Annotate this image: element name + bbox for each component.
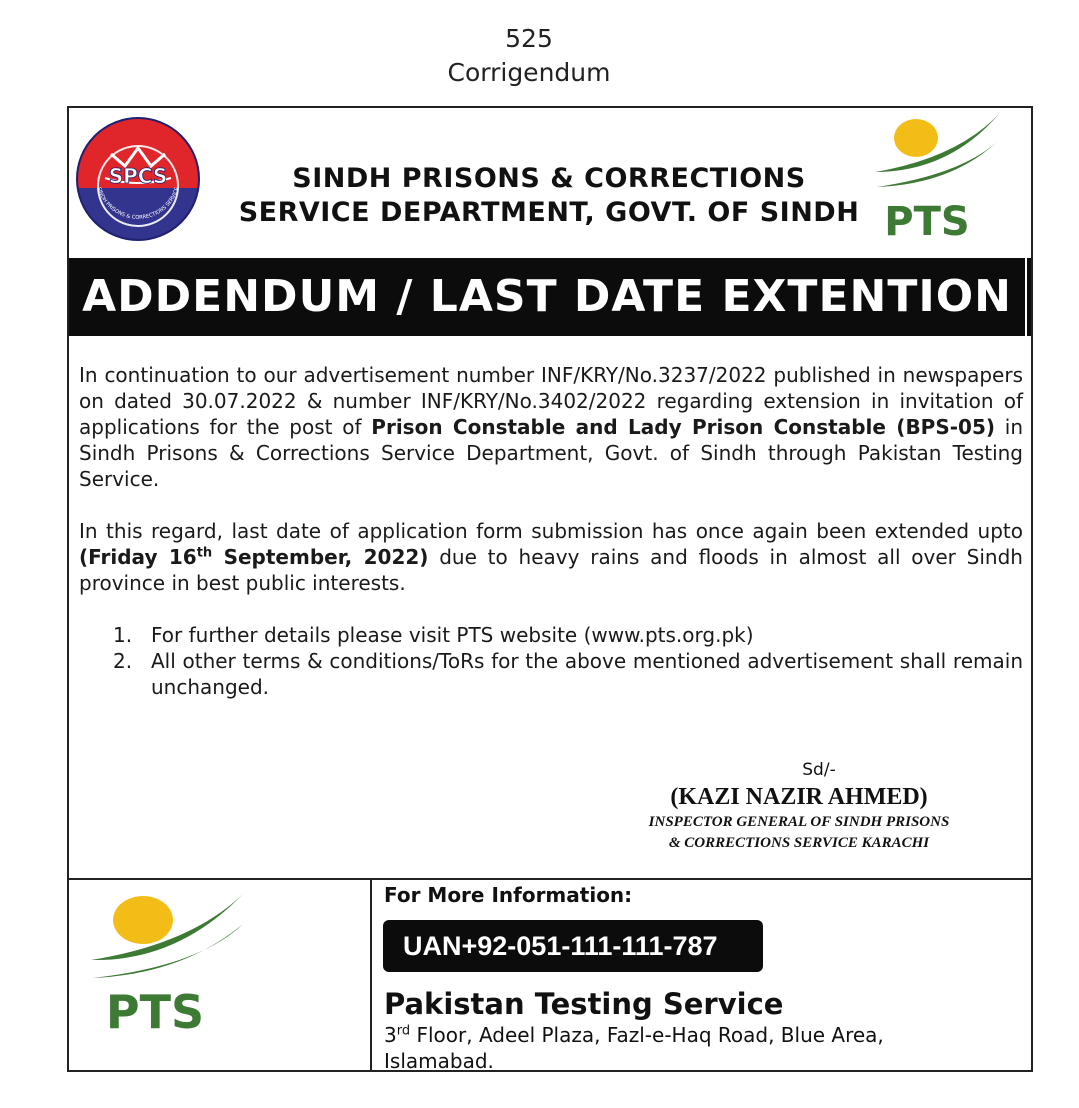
list-item-number: 1. — [113, 623, 133, 647]
paragraph-1-text-b: in Sindh Prisons & Corrections Service Department, Govt. of Sindh through Pakistan Testing Service. — [79, 415, 1024, 491]
address-floor-number: 3 — [384, 1023, 397, 1047]
spcs-logo — [75, 116, 201, 242]
paragraph-1 — [79, 362, 1023, 492]
signature-block — [599, 758, 999, 854]
post-name: Prison Constable and Lady Prison Constable (BPS-05) — [371, 415, 996, 439]
spcs-logo-text: SPCS — [108, 164, 168, 188]
uan-number: UAN+92-051-111-111-787 — [383, 920, 763, 972]
list-item — [79, 622, 1023, 648]
pts-logo-footer-text: PTS — [105, 985, 205, 1038]
page-label: Corrigendum — [447, 58, 611, 87]
department-line-1: SINDH PRISONS & CORRECTIONS — [292, 163, 806, 194]
spcs-logo-ring-text: SINDH PRISONS & CORRECTIONS SERVICE — [95, 186, 181, 221]
address-floor-ordinal: rd — [396, 1023, 411, 1039]
signatory-name: (KAZI NAZIR AHMED) — [670, 784, 928, 810]
footer-column-divider — [370, 878, 372, 1070]
notes-list — [79, 622, 1023, 700]
pts-logo — [869, 110, 1004, 240]
footer-divider — [69, 878, 1031, 880]
advertisement-frame — [67, 106, 1033, 1072]
department-title — [199, 162, 899, 230]
list-item — [79, 648, 1023, 700]
department-line-2: SERVICE DEPARTMENT, GOVT. OF SINDH — [238, 197, 860, 228]
address-text: Floor, Adeel Plaza, Fazl-e-Haq Road, Blue Area, Islamabad. — [384, 1023, 884, 1073]
extended-date-ordinal: th — [196, 545, 213, 561]
paragraph-2-text-a: In this regard, last date of application form submission has once again been extended upto — [79, 519, 1023, 543]
extended-date — [79, 545, 428, 569]
paragraph-2 — [79, 518, 1023, 596]
list-item-text: For further details please visit PTS website (www.pts.org.pk) — [151, 623, 754, 647]
signatory-title-1: INSPECTOR GENERAL OF SINDH PRISONS — [648, 814, 950, 830]
advertisement-header — [69, 108, 1031, 258]
paragraph-1-text-a: In continuation to our advertisement number INF/KRY/No.3237/2022 published in newspapers on dated 30.07.2022 & number INF/KRY/No.3402/2022 regarding extension in invitation of applications for the post of — [79, 363, 1023, 439]
organization-address — [384, 1022, 984, 1074]
extended-date-day: (Friday 16 — [79, 545, 197, 569]
paragraph-2-text-b: due to heavy rains and floods in almost all over Sindh province in best public interests. — [79, 545, 1023, 595]
page-number: 525 — [505, 24, 553, 53]
signatory-title-2: & CORRECTIONS SERVICE KARACHI — [668, 835, 930, 851]
pts-logo-text: PTS — [884, 199, 970, 240]
list-item-text: All other terms & conditions/ToRs for the above mentioned advertisement shall remain unchanged. — [151, 649, 1023, 699]
banner-edge — [1025, 258, 1031, 336]
pts-logo-footer — [87, 888, 247, 1038]
addendum-banner: ADDENDUM / LAST DATE EXTENTION — [69, 258, 1025, 336]
list-item-number: 2. — [113, 649, 133, 673]
signature-sd: Sd/- — [802, 760, 836, 780]
notice-body — [79, 362, 1023, 700]
more-info-label: For More Information: — [384, 883, 633, 907]
extended-date-month-year: September, 2022) — [212, 545, 429, 569]
organization-name: Pakistan Testing Service — [384, 987, 784, 1021]
